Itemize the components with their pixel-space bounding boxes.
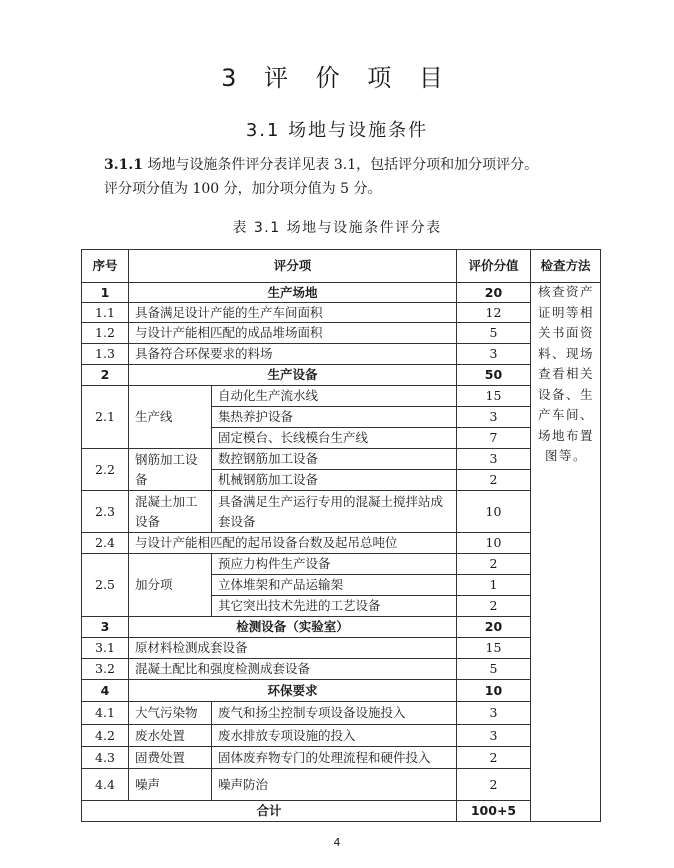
row-item: 预应力构件生产设备 — [212, 554, 457, 575]
row-item: 废水排放专项设施的投入 — [212, 725, 457, 747]
row-score: 5 — [457, 323, 531, 344]
paragraph-text-1: 场地与设施条件评分表详见表 3.1，包括评分项和加分项评分。 — [147, 157, 539, 173]
row-group: 噪声 — [129, 769, 212, 801]
category-number: 4 — [82, 680, 129, 702]
row-group: 混凝土加工设备 — [129, 491, 212, 533]
category-number: 3 — [82, 617, 129, 638]
category-score: 50 — [457, 365, 531, 386]
header-no: 序号 — [82, 250, 129, 283]
category-title: 生产场地 — [129, 283, 457, 303]
row-number: 2.1 — [82, 386, 129, 449]
row-number: 3.2 — [82, 659, 129, 680]
row-score: 1 — [457, 575, 531, 596]
row-score: 3 — [457, 344, 531, 365]
category-score: 10 — [457, 680, 531, 702]
row-number: 2.4 — [82, 533, 129, 554]
category-score: 20 — [457, 617, 531, 638]
row-score: 2 — [457, 769, 531, 801]
row-item: 废气和扬尘控制专项设备设施投入 — [212, 702, 457, 725]
row-score: 2 — [457, 596, 531, 617]
row-item: 其它突出技术先进的工艺设备 — [212, 596, 457, 617]
paragraph-line-1 — [104, 153, 604, 177]
row-item: 与设计产能相匹配的成品堆场面积 — [129, 323, 457, 344]
row-item: 固定模台、长线模台生产线 — [212, 428, 457, 449]
row-number: 4.4 — [82, 769, 129, 801]
row-score: 3 — [457, 407, 531, 428]
row-item: 混凝土配比和强度检测成套设备 — [129, 659, 457, 680]
row-item: 自动化生产流水线 — [212, 386, 457, 407]
category-number: 2 — [82, 365, 129, 386]
row-group: 加分项 — [129, 554, 212, 617]
row-item: 具备满足设计产能的生产车间面积 — [129, 303, 457, 323]
row-score: 3 — [457, 725, 531, 747]
row-number: 2.2 — [82, 449, 129, 491]
row-number: 1.2 — [82, 323, 129, 344]
row-score: 10 — [457, 491, 531, 533]
row-group: 钢筋加工设备 — [129, 449, 212, 491]
category-score: 20 — [457, 283, 531, 303]
row-item: 具备满足生产运行专用的混凝土搅拌站成套设备 — [212, 491, 457, 533]
row-group: 固费处置 — [129, 747, 212, 769]
page-number: 4 — [333, 836, 341, 849]
header-method: 检查方法 — [531, 250, 600, 283]
header-item: 评分项 — [129, 250, 457, 283]
row-score: 5 — [457, 659, 531, 680]
method-cell: 核查资产证明等相关书面资料、现场查看相关设备、生产车间、场地布置图等。 — [538, 284, 595, 463]
category-title: 环保要求 — [129, 680, 457, 702]
row-number: 1.1 — [82, 303, 129, 323]
category-number: 1 — [82, 283, 129, 303]
row-item: 立体堆架和产品运输架 — [212, 575, 457, 596]
row-group: 生产线 — [129, 386, 212, 449]
row-group: 废水处置 — [129, 725, 212, 747]
row-score: 2 — [457, 747, 531, 769]
row-number: 4.3 — [82, 747, 129, 769]
row-item: 机械钢筋加工设备 — [212, 470, 457, 491]
row-item: 原材料检测成套设备 — [129, 638, 457, 659]
row-item: 固体废弃物专门的处理流程和硬件投入 — [212, 747, 457, 769]
row-score: 12 — [457, 303, 531, 323]
row-score: 15 — [457, 638, 531, 659]
header-score: 评价分值 — [457, 250, 531, 283]
section-title: 3.1 场地与设施条件 — [245, 120, 429, 141]
clause-number: 3.1.1 — [104, 157, 143, 173]
row-number: 4.1 — [82, 702, 129, 725]
row-item: 噪声防治 — [212, 769, 457, 801]
chapter-title: 3 评 价 项 目 — [221, 64, 453, 92]
row-number: 2.3 — [82, 491, 129, 533]
row-number: 3.1 — [82, 638, 129, 659]
category-title: 检测设备（实验室） — [129, 617, 457, 638]
row-item: 数控钢筋加工设备 — [212, 449, 457, 470]
row-score: 7 — [457, 428, 531, 449]
category-title: 生产设备 — [129, 365, 457, 386]
row-score: 3 — [457, 702, 531, 725]
row-group: 大气污染物 — [129, 702, 212, 725]
table-caption: 表 3.1 场地与设施条件评分表 — [232, 220, 442, 236]
row-score: 2 — [457, 554, 531, 575]
paragraph-line-2: 评分项分值为 100 分，加分项分值为 5 分。 — [104, 181, 382, 197]
total-label: 合计 — [82, 801, 457, 821]
row-score: 2 — [457, 470, 531, 491]
scoring-table — [81, 249, 601, 822]
row-score: 10 — [457, 533, 531, 554]
row-score: 3 — [457, 449, 531, 470]
row-score: 15 — [457, 386, 531, 407]
row-item: 集热养护设备 — [212, 407, 457, 428]
row-item: 具备符合环保要求的料场 — [129, 344, 457, 365]
row-number: 4.2 — [82, 725, 129, 747]
row-number: 2.5 — [82, 554, 129, 617]
row-number: 1.3 — [82, 344, 129, 365]
total-score: 100+5 — [457, 801, 531, 821]
row-item: 与设计产能相匹配的起吊设备台数及起吊总吨位 — [129, 533, 457, 554]
